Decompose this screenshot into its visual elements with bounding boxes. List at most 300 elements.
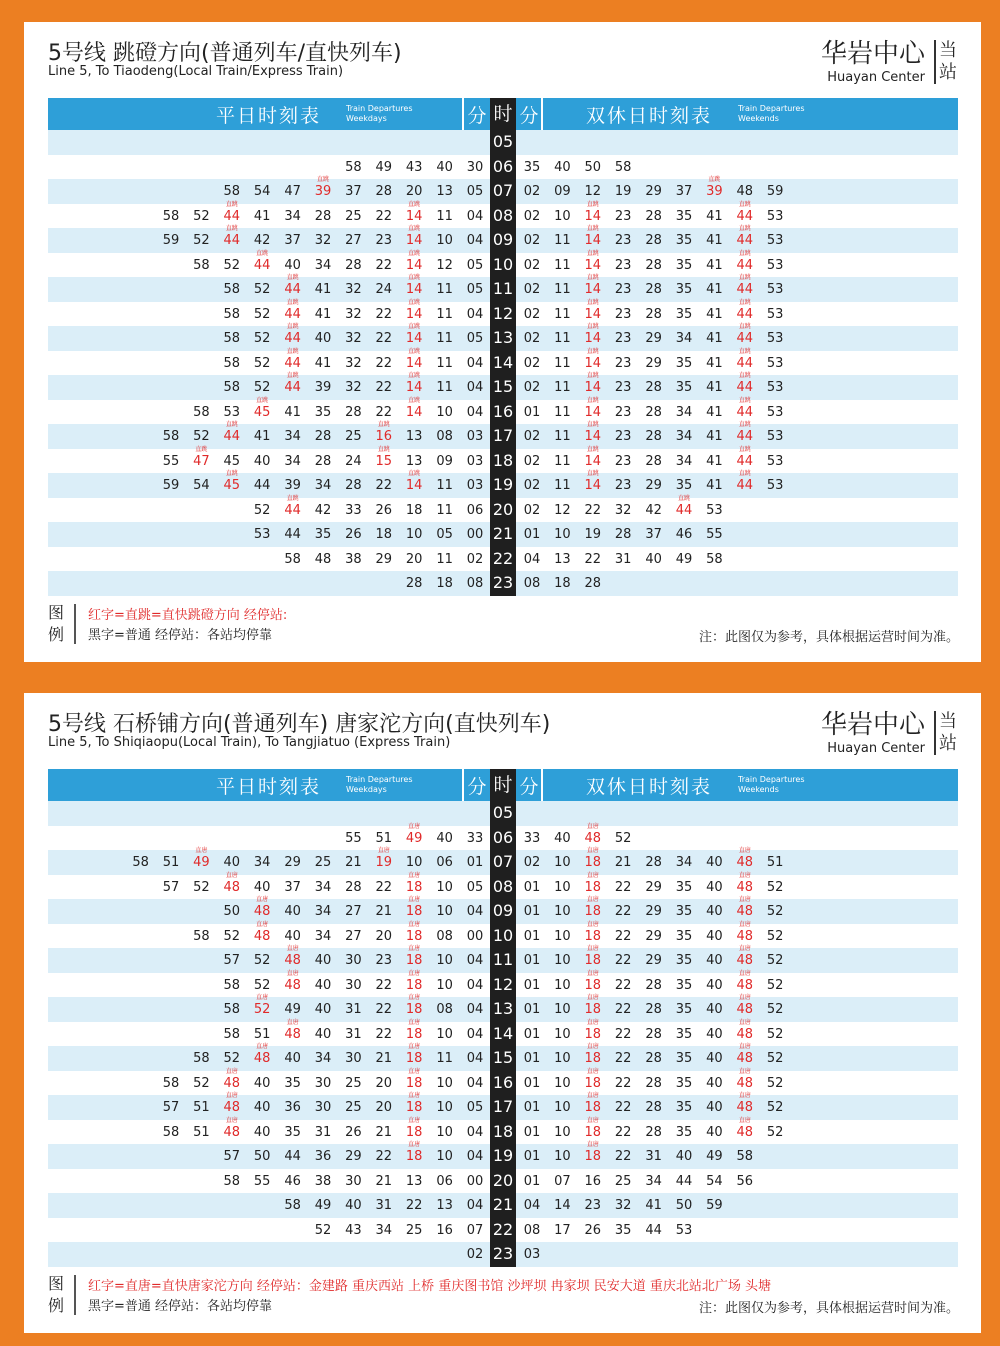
weekend-departure: 52 — [614, 830, 632, 846]
weekend-departure: 35 — [675, 928, 693, 944]
weekend-departure: 34 — [675, 404, 693, 420]
weekday-departure: 27 — [345, 928, 362, 944]
weekend-departure: 41 — [706, 282, 723, 297]
page-subtitle: Line 5, To Tiaodeng(Local Train/Express Train) — [48, 64, 344, 79]
weekday-departure: 30 — [345, 953, 362, 968]
weekend-departure: 32 — [614, 1198, 632, 1213]
weekday-departure: 10 — [436, 1124, 453, 1140]
weekday-departure: 40 — [284, 257, 301, 273]
weekday-departure: 41 — [253, 429, 271, 444]
header-divider — [541, 98, 543, 130]
hour-cell: 14 — [490, 351, 516, 376]
hour-cell: 11 — [490, 277, 516, 302]
page-subtitle: Line 5, To Shiqiaopu(Local Train), To Tangjiatuo (Express Train) — [48, 735, 451, 750]
weekday-departure: 18 — [436, 576, 453, 591]
express-departure: 直唐 52 — [247, 997, 277, 1022]
weekday-departure: 58 — [223, 977, 241, 993]
express-departure: 直跳 14 — [578, 326, 608, 351]
weekday-departure: 50 — [253, 1149, 271, 1164]
weekday-departure: 03 — [466, 453, 484, 469]
weekday-departure: 34 — [284, 208, 301, 224]
hour-cell: 12 — [490, 973, 516, 998]
minute-label-right: 分 — [519, 776, 539, 798]
express-departure: 直跳 14 — [399, 375, 429, 400]
weekday-departure: 40 — [436, 159, 453, 175]
weekday-sub-en2: Weekdays — [346, 785, 387, 794]
express-departure: 直唐 18 — [578, 899, 608, 924]
express-departure: 直唐 18 — [578, 1095, 608, 1120]
weekday-departure: 40 — [314, 977, 332, 993]
timetable-row — [48, 375, 958, 400]
express-departure: 直跳 44 — [730, 449, 760, 474]
hour-cell: 21 — [490, 1193, 516, 1218]
weekend-departure: 53 — [766, 380, 784, 395]
weekday-departure: 58 — [284, 1198, 301, 1213]
express-departure: 直跳 44 — [217, 228, 247, 253]
weekend-departure: 40 — [706, 977, 723, 993]
weekend-departure: 28 — [645, 208, 662, 224]
weekend-departure: 10 — [554, 1100, 571, 1115]
weekday-departure: 11 — [436, 208, 453, 224]
weekday-departure: 05 — [466, 282, 484, 297]
weekday-departure: 11 — [436, 502, 453, 518]
express-departure: 直唐 48 — [217, 1071, 247, 1096]
weekend-departure: 28 — [645, 1124, 662, 1140]
weekday-departure: 25 — [345, 1100, 362, 1115]
express-departure: 直唐 48 — [730, 1046, 760, 1071]
weekday-departure: 58 — [223, 380, 241, 395]
weekend-departure: 11 — [554, 453, 571, 469]
weekday-sub-en: Train Departures — [346, 104, 413, 113]
weekend-departure: 59 — [766, 184, 784, 199]
weekend-departure: 53 — [766, 233, 784, 248]
weekend-departure: 02 — [523, 184, 541, 199]
weekday-departure: 21 — [375, 1051, 393, 1066]
weekend-departure: 53 — [766, 453, 784, 469]
weekend-departure: 52 — [766, 928, 784, 944]
hour-cell: 15 — [490, 375, 516, 400]
weekday-departure: 44 — [253, 478, 271, 493]
weekday-departure: 40 — [314, 953, 332, 968]
weekend-departure: 53 — [766, 257, 784, 273]
weekday-departure: 30 — [466, 159, 484, 175]
weekday-departure: 13 — [436, 1198, 453, 1213]
weekday-departure: 23 — [375, 953, 393, 968]
weekday-departure: 10 — [405, 527, 423, 542]
weekday-departure: 52 — [253, 380, 271, 395]
weekend-departure: 28 — [645, 977, 662, 993]
weekend-departure: 35 — [675, 257, 693, 273]
weekday-title: 平日时刻表 — [216, 776, 322, 798]
timetable-row — [48, 179, 958, 204]
weekend-departure: 22 — [614, 1149, 632, 1164]
timetable — [48, 98, 958, 596]
weekend-departure: 29 — [645, 879, 662, 895]
weekend-departure: 28 — [645, 855, 662, 870]
weekday-departure: 11 — [436, 331, 453, 346]
weekend-departure: 35 — [675, 233, 693, 248]
weekday-departure: 57 — [223, 1149, 241, 1164]
weekend-departure: 17 — [554, 1222, 571, 1238]
timetable-row — [48, 1120, 958, 1145]
weekend-departure: 25 — [614, 1173, 632, 1189]
weekend-departure: 28 — [645, 1100, 662, 1115]
weekday-departure: 22 — [375, 478, 393, 493]
express-departure: 直跳 14 — [399, 253, 429, 278]
weekend-departure: 32 — [614, 502, 632, 518]
weekend-departure: 52 — [766, 904, 784, 919]
weekend-departure: 01 — [523, 404, 541, 420]
weekday-departure: 11 — [436, 1051, 453, 1066]
weekend-departure: 53 — [766, 208, 784, 224]
weekend-departure: 40 — [554, 830, 571, 846]
weekend-departure: 40 — [706, 1124, 723, 1140]
weekday-departure: 01 — [466, 855, 484, 870]
header-divider — [462, 769, 464, 801]
weekend-departure: 50 — [584, 159, 602, 175]
weekday-departure: 57 — [223, 953, 241, 968]
weekend-departure: 22 — [614, 1002, 632, 1017]
weekend-departure: 23 — [614, 355, 632, 371]
weekday-departure: 28 — [405, 576, 423, 591]
weekend-departure: 52 — [766, 1124, 784, 1140]
express-departure: 直跳 14 — [578, 277, 608, 302]
weekend-departure: 02 — [523, 282, 541, 297]
weekday-departure: 06 — [436, 1173, 453, 1189]
weekday-departure: 58 — [162, 429, 180, 444]
weekday-departure: 10 — [436, 1149, 453, 1164]
weekend-departure: 35 — [675, 306, 693, 322]
weekday-departure: 37 — [284, 233, 301, 248]
express-departure: 直唐 48 — [247, 899, 277, 924]
express-departure: 直跳 44 — [730, 473, 760, 498]
weekend-departure: 29 — [645, 928, 662, 944]
express-departure: 直唐 48 — [278, 1022, 308, 1047]
weekday-departure: 52 — [193, 208, 210, 224]
timetable-row — [48, 801, 958, 826]
hour-cell: 18 — [490, 449, 516, 474]
weekend-departure: 23 — [614, 453, 632, 469]
weekend-departure: 08 — [523, 576, 541, 591]
weekend-departure: 28 — [645, 380, 662, 395]
weekend-departure: 01 — [523, 1002, 541, 1017]
brand-divider — [934, 40, 936, 84]
weekend-departure: 22 — [614, 879, 632, 895]
weekend-departure: 10 — [554, 1124, 571, 1140]
express-departure: 直唐 18 — [399, 875, 429, 900]
weekend-departure: 10 — [554, 953, 571, 968]
weekend-departure: 40 — [645, 551, 662, 567]
weekend-departure: 23 — [614, 306, 632, 322]
express-departure: 直跳 44 — [278, 302, 308, 327]
weekday-departure: 04 — [466, 1124, 484, 1140]
weekend-departure: 35 — [675, 879, 693, 895]
weekend-departure: 21 — [614, 855, 632, 870]
express-departure: 直唐 48 — [278, 973, 308, 998]
express-departure: 直跳 14 — [578, 351, 608, 376]
timetable-row — [48, 1242, 958, 1267]
weekday-departure: 25 — [345, 429, 362, 444]
weekend-departure: 52 — [766, 953, 784, 968]
express-departure: 直跳 44 — [278, 326, 308, 351]
timetable-row — [48, 899, 958, 924]
express-departure: 直跳 44 — [278, 375, 308, 400]
weekday-departure: 28 — [345, 404, 362, 420]
timetable-row — [48, 204, 958, 229]
weekday-departure: 26 — [345, 527, 362, 542]
weekend-departure: 35 — [675, 478, 693, 493]
weekday-departure: 28 — [345, 478, 362, 493]
timetable-row — [48, 924, 958, 949]
weekday-departure: 30 — [345, 977, 362, 993]
express-departure: 直跳 14 — [578, 424, 608, 449]
weekend-departure: 44 — [675, 1173, 693, 1189]
weekend-departure: 35 — [675, 1051, 693, 1066]
weekday-departure: 40 — [253, 879, 271, 895]
express-departure: 直跳 44 — [730, 277, 760, 302]
weekend-departure: 10 — [554, 1075, 571, 1091]
weekday-departure: 55 — [253, 1173, 271, 1189]
express-departure: 直唐 18 — [399, 1144, 429, 1169]
express-departure: 直唐 18 — [399, 1071, 429, 1096]
weekend-departure: 49 — [706, 1149, 723, 1164]
weekday-departure: 58 — [162, 1075, 180, 1091]
weekend-departure: 14 — [554, 1198, 571, 1213]
weekend-departure: 10 — [554, 1026, 571, 1042]
express-departure: 直跳 14 — [578, 302, 608, 327]
weekday-departure: 52 — [253, 502, 271, 518]
weekday-departure: 44 — [284, 1149, 301, 1164]
weekday-departure: 41 — [314, 282, 332, 297]
weekday-departure: 24 — [345, 453, 362, 469]
weekend-departure: 41 — [706, 257, 723, 273]
weekday-departure: 40 — [314, 1002, 332, 1017]
weekend-departure: 40 — [706, 1075, 723, 1091]
weekday-departure: 21 — [375, 1124, 393, 1140]
weekend-departure: 23 — [584, 1198, 602, 1213]
weekday-departure: 58 — [193, 928, 210, 944]
weekday-departure: 58 — [162, 208, 180, 224]
weekend-departure: 53 — [706, 502, 723, 518]
weekend-departure: 40 — [706, 953, 723, 968]
express-departure: 直跳 44 — [669, 498, 699, 523]
station-name-en: Huayan Center — [827, 70, 925, 85]
weekend-departure: 23 — [614, 380, 632, 395]
weekday-departure: 32 — [345, 355, 362, 371]
weekday-departure: 31 — [345, 1002, 362, 1017]
weekday-departure: 46 — [284, 1173, 301, 1189]
weekday-departure: 13 — [436, 184, 453, 199]
weekend-departure: 26 — [584, 1222, 602, 1238]
weekend-departure: 28 — [645, 282, 662, 297]
weekday-departure: 08 — [436, 429, 453, 444]
weekday-departure: 49 — [375, 159, 393, 175]
timetable-panel-tiaodeng — [24, 22, 981, 662]
weekend-departure: 41 — [706, 478, 723, 493]
express-departure: 直跳 44 — [730, 302, 760, 327]
weekend-departure: 40 — [706, 928, 723, 944]
weekday-departure: 29 — [284, 855, 301, 870]
weekday-departure: 11 — [436, 282, 453, 297]
weekday-departure: 11 — [436, 478, 453, 493]
weekday-departure: 57 — [162, 1100, 180, 1115]
hour-cell: 18 — [490, 1120, 516, 1145]
express-departure: 直唐 48 — [730, 1095, 760, 1120]
weekday-departure: 48 — [314, 551, 332, 567]
weekend-departure: 53 — [766, 331, 784, 346]
weekday-departure: 20 — [375, 1100, 393, 1115]
hour-cell: 07 — [490, 179, 516, 204]
weekend-departure: 52 — [766, 1002, 784, 1017]
weekday-departure: 22 — [375, 1002, 393, 1017]
express-departure: 直唐 48 — [730, 1022, 760, 1047]
express-departure: 直唐 19 — [369, 850, 399, 875]
weekend-departure: 28 — [645, 453, 662, 469]
legend-local: 黑字=普通 经停站：各站均停靠 — [88, 1298, 273, 1314]
weekend-departure: 44 — [645, 1222, 662, 1238]
timetable-header — [48, 769, 958, 801]
weekend-departure: 02 — [523, 257, 541, 273]
weekend-sub-en2: Weekends — [738, 785, 779, 794]
weekday-departure: 10 — [436, 977, 453, 993]
weekday-departure: 40 — [284, 1051, 301, 1066]
weekday-departure: 10 — [436, 904, 453, 919]
weekend-departure: 23 — [614, 233, 632, 248]
weekend-departure: 40 — [706, 1026, 723, 1042]
weekend-departure: 56 — [736, 1173, 754, 1189]
weekday-departure: 50 — [223, 904, 241, 919]
express-departure: 直跳 44 — [730, 400, 760, 425]
weekday-departure: 28 — [375, 184, 393, 199]
weekday-departure: 58 — [193, 257, 210, 273]
weekend-departure: 18 — [554, 576, 571, 591]
weekday-departure: 34 — [375, 1222, 393, 1238]
weekday-departure: 52 — [253, 282, 271, 297]
express-departure: 直唐 18 — [399, 1046, 429, 1071]
weekend-departure: 35 — [675, 355, 693, 371]
weekend-departure: 23 — [614, 404, 632, 420]
weekday-departure: 13 — [405, 453, 423, 469]
timetable-row — [48, 130, 958, 155]
weekday-departure: 59 — [162, 478, 180, 493]
hour-cell: 17 — [490, 424, 516, 449]
weekday-departure: 04 — [466, 1026, 484, 1042]
weekday-departure: 32 — [345, 282, 362, 297]
weekday-departure: 02 — [466, 1247, 484, 1262]
weekday-departure: 31 — [314, 1124, 332, 1140]
express-departure: 直跳 15 — [369, 449, 399, 474]
weekday-departure: 22 — [375, 331, 393, 346]
weekend-departure: 40 — [706, 855, 723, 870]
express-departure: 直跳 14 — [399, 204, 429, 229]
weekday-departure: 09 — [436, 453, 453, 469]
timetable-row — [48, 1169, 958, 1194]
weekday-departure: 00 — [466, 527, 484, 542]
weekend-departure: 35 — [675, 1100, 693, 1115]
express-departure: 直唐 18 — [578, 1022, 608, 1047]
weekend-departure: 29 — [645, 953, 662, 968]
weekday-departure: 58 — [345, 159, 362, 175]
weekend-departure: 23 — [614, 429, 632, 444]
timetable-row — [48, 449, 958, 474]
weekend-departure: 01 — [523, 1100, 541, 1115]
weekend-departure: 11 — [554, 429, 571, 444]
station-name-cn: 华岩中心 — [820, 710, 925, 740]
weekday-departure: 51 — [253, 1026, 271, 1042]
weekday-departure: 04 — [466, 380, 484, 395]
weekend-departure: 29 — [645, 184, 662, 199]
weekend-departure: 19 — [614, 184, 632, 199]
express-departure: 直唐 48 — [730, 948, 760, 973]
weekday-departure: 59 — [162, 233, 180, 248]
weekend-departure: 10 — [554, 904, 571, 919]
express-departure: 直唐 48 — [247, 924, 277, 949]
weekend-departure: 59 — [706, 1198, 723, 1213]
weekend-departure: 13 — [554, 551, 571, 567]
express-departure: 直跳 14 — [399, 228, 429, 253]
weekday-departure: 54 — [193, 478, 210, 493]
weekday-departure: 34 — [314, 478, 332, 493]
weekend-departure: 10 — [554, 1149, 571, 1164]
weekend-departure: 28 — [645, 404, 662, 420]
hour-cell: 16 — [490, 1071, 516, 1096]
weekday-departure: 00 — [466, 928, 484, 944]
weekday-departure: 38 — [345, 551, 362, 567]
hour-cell: 23 — [490, 1242, 516, 1267]
timetable-row — [48, 948, 958, 973]
weekday-departure: 40 — [253, 1100, 271, 1115]
express-departure: 直唐 18 — [578, 1071, 608, 1096]
weekend-departure: 01 — [523, 1149, 541, 1164]
weekend-departure: 41 — [706, 404, 723, 420]
weekend-departure: 10 — [554, 1051, 571, 1066]
weekday-departure: 58 — [162, 1124, 180, 1140]
weekend-departure: 01 — [523, 904, 541, 919]
legend-divider — [74, 604, 76, 644]
disclaimer-note: 注：此图仅为参考，具体根据运营时间为准。 — [698, 1300, 959, 1316]
timetable — [48, 769, 958, 1267]
weekday-departure: 28 — [314, 208, 332, 224]
hour-cell: 20 — [490, 498, 516, 523]
weekday-departure: 52 — [223, 928, 241, 944]
weekday-departure: 39 — [314, 380, 332, 395]
weekday-departure: 40 — [253, 1124, 271, 1140]
weekday-departure: 25 — [405, 1222, 423, 1238]
weekend-departure: 23 — [614, 257, 632, 273]
weekend-departure: 02 — [523, 306, 541, 322]
express-departure: 直唐 18 — [578, 948, 608, 973]
timetable-row — [48, 1046, 958, 1071]
weekend-departure: 11 — [554, 331, 571, 346]
weekend-departure: 53 — [766, 282, 784, 297]
weekend-departure: 41 — [645, 1198, 662, 1213]
weekend-departure: 28 — [645, 233, 662, 248]
weekend-departure: 28 — [645, 1051, 662, 1066]
express-departure: 直唐 18 — [578, 997, 608, 1022]
express-departure: 直跳 14 — [399, 473, 429, 498]
weekend-departure: 35 — [675, 977, 693, 993]
weekday-departure: 49 — [314, 1198, 332, 1213]
weekday-departure: 04 — [466, 1002, 484, 1017]
timetable-row — [48, 997, 958, 1022]
weekend-departure: 23 — [614, 478, 632, 493]
weekday-departure: 51 — [162, 855, 180, 870]
express-departure: 直跳 39 — [699, 179, 729, 204]
express-departure: 直跳 44 — [247, 253, 277, 278]
weekend-departure: 46 — [675, 527, 693, 542]
weekday-departure: 52 — [314, 1222, 332, 1238]
page-title: 5号线 跳磴方向(普通列车/直快列车) — [48, 41, 402, 66]
